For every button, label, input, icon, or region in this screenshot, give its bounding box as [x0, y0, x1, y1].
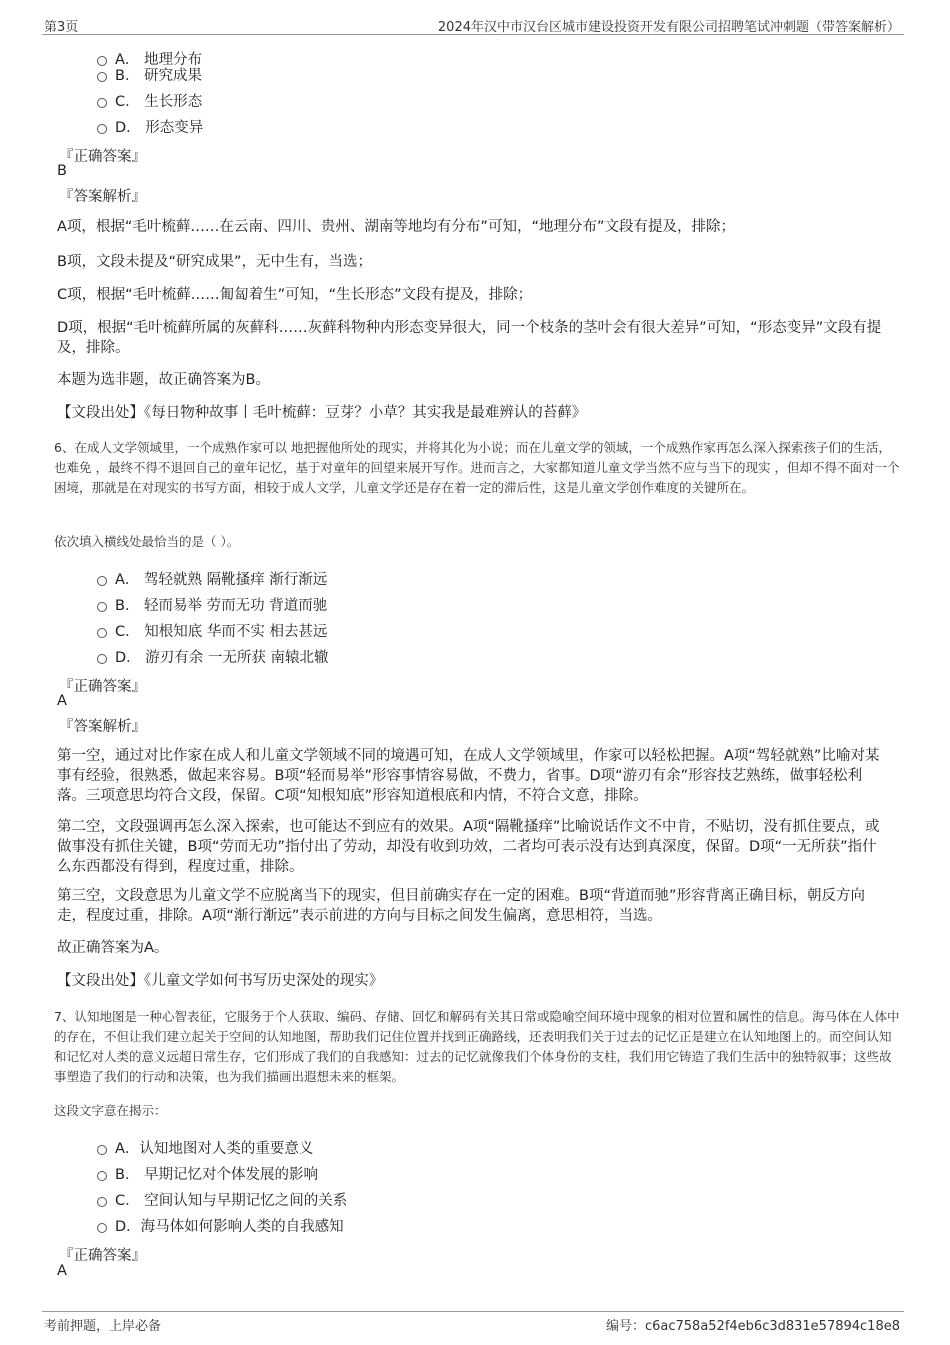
q5-conclusion: 本题为选非题，故正确答案为B。: [57, 372, 270, 388]
q5-source: 【文段出处】《每日物种故事丨毛叶梳藓：豆芽？小草？其实我是最难辨认的苔藓》: [57, 405, 587, 421]
q6-analysis-label: 『答案解析』: [59, 719, 146, 735]
page-footer: [42, 1311, 904, 1336]
radio-icon[interactable]: [97, 1171, 107, 1181]
q6-option-c[interactable]: C． 知根知底 华而不实 相去甚远: [97, 620, 327, 641]
radio-icon[interactable]: [97, 72, 107, 82]
radio-icon[interactable]: [97, 124, 107, 134]
q5-answer-label: 『正确答案』: [59, 149, 146, 165]
radio-icon[interactable]: [97, 98, 107, 108]
q6-analysis-blank-1: 第一空，通过对比作家在成人和儿童文学领域不同的境遇可知，在成人文学领域里，作家可以轻松把握。A项“驾轻就熟”比喻对某事有经验，很熟悉，做起来容易。B项“轻而易举”形容事情容易做，不费力，省事。D项“游刃有余”形容技艺熟练，做事轻松利落。三项意思均符合文段，保留。C项“知根知底”形容知道根底和内情，不符合文意，排除。: [57, 748, 880, 804]
radio-icon[interactable]: [97, 1197, 107, 1207]
q6-answer-label: 『正确答案』: [59, 679, 146, 695]
q6-conclusion: 故正确答案为A。: [57, 940, 169, 956]
radio-icon[interactable]: [97, 654, 107, 664]
q5-answer: B: [57, 163, 67, 179]
page-number: 第3页: [44, 20, 79, 35]
q7-option-b[interactable]: B． 早期记忆对个体发展的影响: [97, 1163, 318, 1184]
q7-answer-label: 『正确答案』: [59, 1248, 146, 1264]
q5-analysis-a: A项，根据“毛叶梳藓……在云南、四川、贵州、湖南等地均有分布”可知，“地理分布”文段有提及，排除；: [57, 219, 735, 235]
q6-analysis-blank-2: 第二空，文段强调再怎么深入探索，也可能达不到应有的效果。A项“隔靴搔痒”比喻说话作文不中肯，不贴切，没有抓住要点，或做事没有抓住关键，B项“劳而无功”指付出了劳动，却没有收到功效，二者均可表示没有达到真深度，保留。D项“一无所获”指什么东西都没有得到，程度过重，排除。: [57, 819, 880, 875]
q5-option-a[interactable]: A． 地理分布: [97, 48, 202, 69]
q6-stem: 6、在成人文学领域里，一个成熟作家可以 地把握他所处的现实，并将其化为小说；而在儿童文学的领域，一个成熟作家再怎么深入探索孩子们的生活，也难免 ，最终不得不退回自己的童年记忆，基于对童年的回望来展开写作。进而言之，大家都知道儿童文学当然不应与当下的现实 ，但却不得不面对一个困境，那就是在对现实的书写方面，相较于成人文学，儿童文学还是存在着一定的滞后性，这是儿童文学创作难度的关键所在。: [54, 440, 900, 495]
q7-option-a[interactable]: A．认知地图对人类的重要意义: [97, 1137, 313, 1158]
radio-icon[interactable]: [97, 1145, 107, 1155]
q5-analysis-d: D项，根据“毛叶梳藓所属的灰藓科……灰藓科物种内形态变异很大，同一个枝条的茎叶会有很大差异”可知，“形态变异”文段有提及，排除。: [57, 320, 882, 356]
q6-option-b[interactable]: B． 轻而易举 劳而无功 背道而驰: [97, 594, 327, 615]
radio-icon[interactable]: [97, 576, 107, 586]
q5-analysis-b: B项，文段未提及“研究成果”，无中生有，当选；: [57, 254, 372, 270]
q6-source: 【文段出处】《儿童文学如何书写历史深处的现实》: [57, 973, 384, 989]
radio-icon[interactable]: [97, 602, 107, 612]
q7-option-d[interactable]: D．海马体如何影响人类的自我感知: [97, 1215, 344, 1236]
footer-slogan: 考前押题，上岸必备: [44, 1319, 162, 1334]
q5-analysis-c: C项，根据“毛叶梳藓……匍匐着生”可知，“生长形态”文段有提及，排除；: [57, 287, 533, 303]
q7-answer: A: [57, 1263, 67, 1279]
page-header: [42, 14, 904, 35]
q7-stem: 7、认知地图是一种心智表征，它服务于个人获取、编码、存储、回忆和解码有关其日常或隐喻空间环境中现象的相对位置和属性的信息。海马体在人体中的存在，不但让我们建立起关于空间的认知地图，帮助我们记住位置并找到正确路线，还表明我们关于过去的记忆正是建立在认知地图上的。而空间认知和记忆对人类的意义远超日常生存，它们形成了我们的自我感知：过去的记忆就像我们个体身份的支柱，我们用它铸造了我们生活中的独特叙事；这些故事塑造了我们的行动和决策，也为我们描画出遐想未来的框架。: [54, 1009, 900, 1084]
document-title: 2024年汉中市汉台区城市建设投资开发有限公司招聘笔试冲刺题（带答案解析）: [437, 20, 900, 35]
q6-analysis-blank-3: 第三空，文段意思为儿童文学不应脱离当下的现实，但目前确实存在一定的困难。B项“背道而驰”形容背离正确目标，朝反方向走，程度过重，排除。A项“渐行渐远”表示前进的方向与目标之间发生偏离，意思相符，当选。: [57, 888, 865, 924]
q5-option-d[interactable]: D． 形态变异: [97, 116, 203, 137]
document-id: 编号：c6ac758a52f4eb6c3d831e57894c18e8: [605, 1319, 900, 1334]
radio-icon[interactable]: [97, 1223, 107, 1233]
q5-option-b[interactable]: B． 研究成果: [97, 64, 202, 85]
q6-option-a[interactable]: A． 驾轻就熟 隔靴搔痒 渐行渐远: [97, 568, 327, 589]
q6-prompt: 依次填入横线处最恰当的是（ ）。: [54, 534, 240, 549]
q6-option-d[interactable]: D． 游刃有余 一无所获 南辕北辙: [97, 646, 329, 667]
q5-option-c[interactable]: C． 生长形态: [97, 90, 202, 111]
q5-analysis-label: 『答案解析』: [59, 189, 146, 205]
radio-icon[interactable]: [97, 628, 107, 638]
q6-answer: A: [57, 693, 67, 709]
q7-prompt: 这段文字意在揭示：: [54, 1103, 167, 1118]
q7-option-c[interactable]: C． 空间认知与早期记忆之间的关系: [97, 1189, 347, 1210]
